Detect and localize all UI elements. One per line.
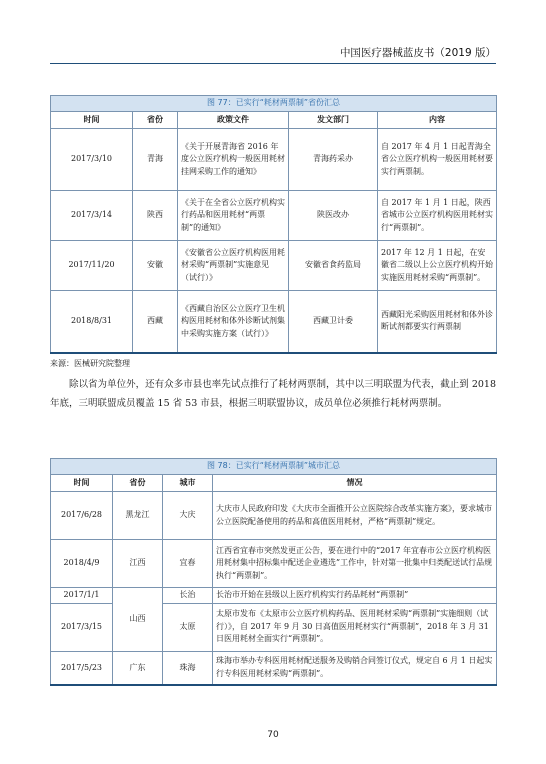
cell-time: 2017/11/20 [51, 241, 133, 291]
cell-policy: 《关于在全省公立医疗机构实行药品和医用耗材“两票制”的通知》 [178, 191, 289, 241]
cell-city: 宜春 [163, 540, 213, 588]
cell-content: 西藏阳光采购医用耗材和体外诊断试剂都要实行两票制 [378, 291, 497, 353]
cell-situation: 珠海市举办专科医用耗材配送服务及购销合同签订仪式，规定自 6 月 1 日起实行专科医用耗材采购“两票制”。 [213, 651, 497, 685]
cell-policy: 《西藏自治区公立医疗卫生机构医用耗材和体外诊断试剂集中采购实施方案（试行）》 [178, 291, 289, 353]
cell-province: 山西 [113, 588, 163, 652]
table-row [51, 540, 497, 588]
table-row [51, 291, 497, 353]
header-situation: 情况 [213, 475, 497, 492]
cell-content: 自 2017 年 4 月 1 日起青海全省公立医疗机构一般医用耗材要实行两票制。 [378, 129, 497, 191]
cell-department: 青海药采办 [289, 129, 378, 191]
table-77-caption: 图 77：已实行“耗材两票制”省份汇总 [51, 96, 497, 112]
cell-department: 安徽省食药监局 [289, 241, 378, 291]
table-row [51, 492, 497, 540]
cell-time: 2017/3/15 [51, 603, 113, 651]
table-78 [50, 458, 497, 686]
table-row [51, 191, 497, 241]
cell-province: 黑龙江 [113, 492, 163, 540]
cell-situation: 江西省宜春市突然发更正公告，要在进行中的“2017 年宜春市公立医疗机构医用耗材集中招标集中配送企业遴选”工作中，针对第一批集中归类配送试行品规执行“两票制”。 [213, 540, 497, 588]
cell-time: 2017/3/14 [51, 191, 133, 241]
header-time: 时间 [51, 475, 113, 492]
cell-situation: 大庆市人民政府印发《大庆市全面推开公立医院综合改革实施方案》，要求城市公立医院配备使用的药品和高值医用耗材，严格“两票制”规定。 [213, 492, 497, 540]
cell-time: 2017/3/10 [51, 129, 133, 191]
cell-province: 广东 [113, 651, 163, 685]
cell-city: 太原 [163, 603, 213, 651]
header-content: 内容 [378, 112, 497, 129]
cell-content: 2017 年 12 月 1 日起，在安徽省二级以上公立医疗机构开始实施医用耗材采购“两票制”。 [378, 241, 497, 291]
cell-province: 安徽 [133, 241, 178, 291]
cell-situation: 太原市发布《太原市公立医疗机构药品、医用耗材采购“两票制”实施细则（试行）》，自 2017 年 9 月 30 日高值医用耗材实行“两票制”，2018 年 3 月 31 日医用耗材全面实行“两票制”。 [213, 603, 497, 651]
cell-city: 珠海 [163, 651, 213, 685]
cell-policy: 《安徽省公立医疗机构医用耗材采购“两票制”实施意见（试行）》 [178, 241, 289, 291]
table-78-caption: 图 78：已实行“耗材两票制”城市汇总 [51, 459, 497, 475]
header-time: 时间 [51, 112, 133, 129]
running-header: 中国医疗器械蓝皮书（2019 版） [339, 47, 496, 59]
table-77-header [51, 112, 497, 129]
cell-province: 陕西 [133, 191, 178, 241]
header-province: 省份 [133, 112, 178, 129]
body-paragraph: 除以省为单位外，还有众多市县也率先试点推行了耗材两票制，其中以三明联盟为代表，截止到 2018 年底，三明联盟成员覆盖 15 省 53 市县，根据三明联盟协议，成员单位必须推行耗材两票制。 [50, 379, 496, 409]
cell-time: 2017/5/23 [51, 651, 113, 685]
table-77 [50, 95, 497, 354]
cell-province: 江西 [113, 540, 163, 588]
page-number: 70 [267, 730, 279, 740]
cell-department: 西藏卫计委 [289, 291, 378, 353]
cell-province: 西藏 [133, 291, 178, 353]
table-row [51, 241, 497, 291]
cell-situation: 长治市开始在县级以上医疗机构实行药品耗材“两票制” [213, 588, 497, 604]
cell-city: 长治 [163, 588, 213, 604]
table-row [51, 588, 497, 604]
table-row [51, 651, 497, 685]
source-note: 来源：医械研究院整理 [50, 359, 130, 368]
cell-time: 2017/1/1 [51, 588, 113, 604]
cell-time: 2018/8/31 [51, 291, 133, 353]
table-78-header [51, 475, 497, 492]
cell-time: 2018/4/9 [51, 540, 113, 588]
cell-department: 陕医改办 [289, 191, 378, 241]
header-policy: 政策文件 [178, 112, 289, 129]
header-rule [50, 63, 496, 64]
cell-province: 青海 [133, 129, 178, 191]
cell-time: 2017/6/28 [51, 492, 113, 540]
cell-city: 大庆 [163, 492, 213, 540]
header-province: 省份 [113, 475, 163, 492]
table-row [51, 129, 497, 191]
cell-content: 自 2017 年 1 月 1 日起，陕西省城市公立医疗机构医用耗材实行“两票制”。 [378, 191, 497, 241]
header-department: 发文部门 [289, 112, 378, 129]
header-city: 城市 [163, 475, 213, 492]
cell-policy: 《关于开展青海省 2016 年度公立医疗机构一般医用耗材挂网采购工作的通知》 [178, 129, 289, 191]
